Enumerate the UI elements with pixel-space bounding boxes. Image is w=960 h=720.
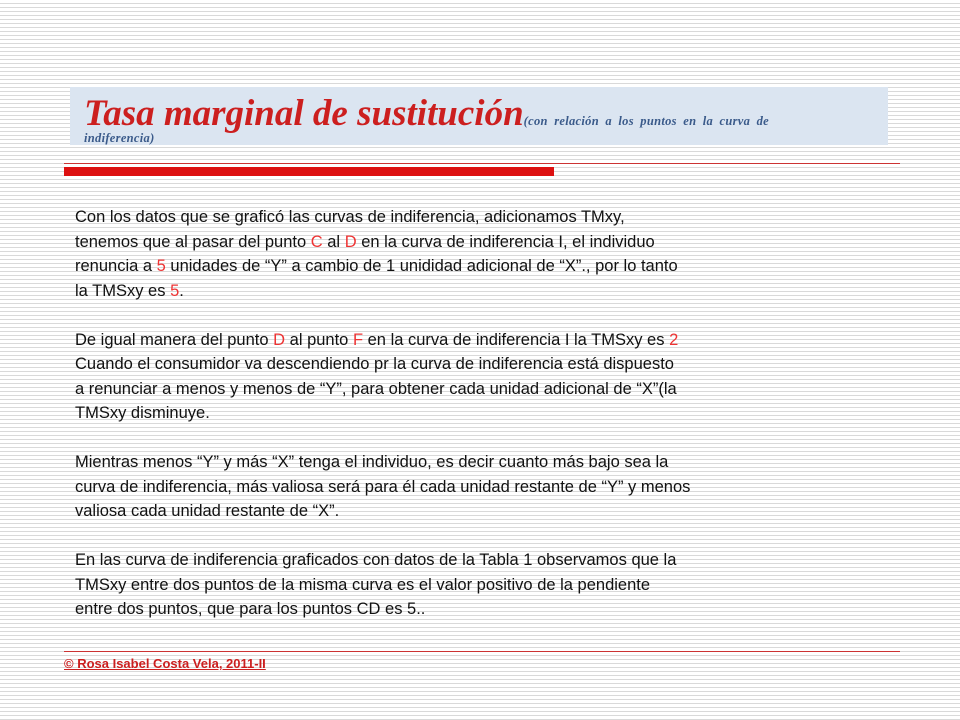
p1-line1: Con los datos que se graficó las curvas de indiferencia, adicionamos TMxy, bbox=[75, 208, 625, 226]
copyright-footer: © Rosa Isabel Costa Vela, 2011-II bbox=[64, 656, 266, 671]
value-2: 2 bbox=[669, 330, 679, 349]
slide-subtitle-part1: (con relación a los puntos en la curva de bbox=[523, 114, 770, 128]
p4-line1: En las curva de indiferencia graficados con datos de la Tabla 1 observamos que la bbox=[75, 551, 677, 569]
text-run: unidades de “Y” a cambio de 1 unididad adicional de “X”., por lo tanto bbox=[165, 257, 678, 275]
p3-line2: curva de indiferencia, más valiosa será para él cada unidad restante de “Y” y menos bbox=[75, 477, 691, 496]
title-banner bbox=[70, 87, 888, 145]
title-line-1 bbox=[84, 95, 769, 132]
p4-line3: entre dos puntos, que para los puntos CD es 5.. bbox=[75, 600, 426, 618]
paragraph-gap bbox=[75, 303, 835, 328]
text-run: al punto bbox=[285, 330, 353, 349]
p1-line2 bbox=[75, 230, 835, 255]
bottom-divider bbox=[64, 651, 900, 652]
body-text bbox=[75, 205, 835, 622]
p2-line2: Cuando el consumidor va descendiendo pr la curva de indiferencia está dispuesto bbox=[75, 355, 674, 373]
text-run: en la curva de indiferencia I la TMSxy es bbox=[363, 330, 670, 349]
point-d: D bbox=[273, 330, 286, 349]
paragraph-gap bbox=[75, 426, 835, 451]
value-5: 5 bbox=[170, 281, 180, 300]
text-run: la TMSxy es bbox=[75, 281, 171, 300]
p3-line1: Mientras menos “Y” y más “X” tenga el individuo, es decir cuanto más bajo sea la bbox=[75, 453, 669, 471]
p1-line4 bbox=[75, 279, 835, 304]
p2-line4: TMSxy disminuye. bbox=[75, 404, 210, 422]
slide-title: Tasa marginal de sustitución bbox=[84, 93, 524, 134]
point-d: D bbox=[344, 232, 357, 251]
text-run: en la curva de indiferencia I, el individuo bbox=[356, 232, 655, 251]
accent-bar bbox=[64, 167, 554, 176]
slide-subtitle-part2: indiferencia) bbox=[84, 131, 155, 145]
top-divider bbox=[64, 163, 900, 164]
text-run: De igual manera del punto bbox=[75, 330, 274, 349]
text-run: al bbox=[322, 232, 345, 251]
text-run: tenemos que al pasar del punto bbox=[75, 232, 311, 251]
text-run: renuncia a bbox=[75, 257, 157, 275]
p1-line3 bbox=[75, 254, 835, 279]
p4-line2: TMSxy entre dos puntos de la misma curva es el valor positivo de la pendiente bbox=[75, 575, 651, 594]
p2-line1 bbox=[75, 328, 835, 353]
paragraph-gap bbox=[75, 524, 835, 549]
point-f: F bbox=[352, 330, 364, 349]
p3-line3: valiosa cada unidad restante de “X”. bbox=[75, 502, 340, 520]
p2-line3: a renunciar a menos y menos de “Y”, para obtener cada unidad adicional de “X”(la bbox=[75, 379, 677, 398]
value-5: 5 bbox=[156, 257, 166, 275]
point-c: C bbox=[310, 232, 323, 251]
text-run: . bbox=[179, 281, 184, 300]
